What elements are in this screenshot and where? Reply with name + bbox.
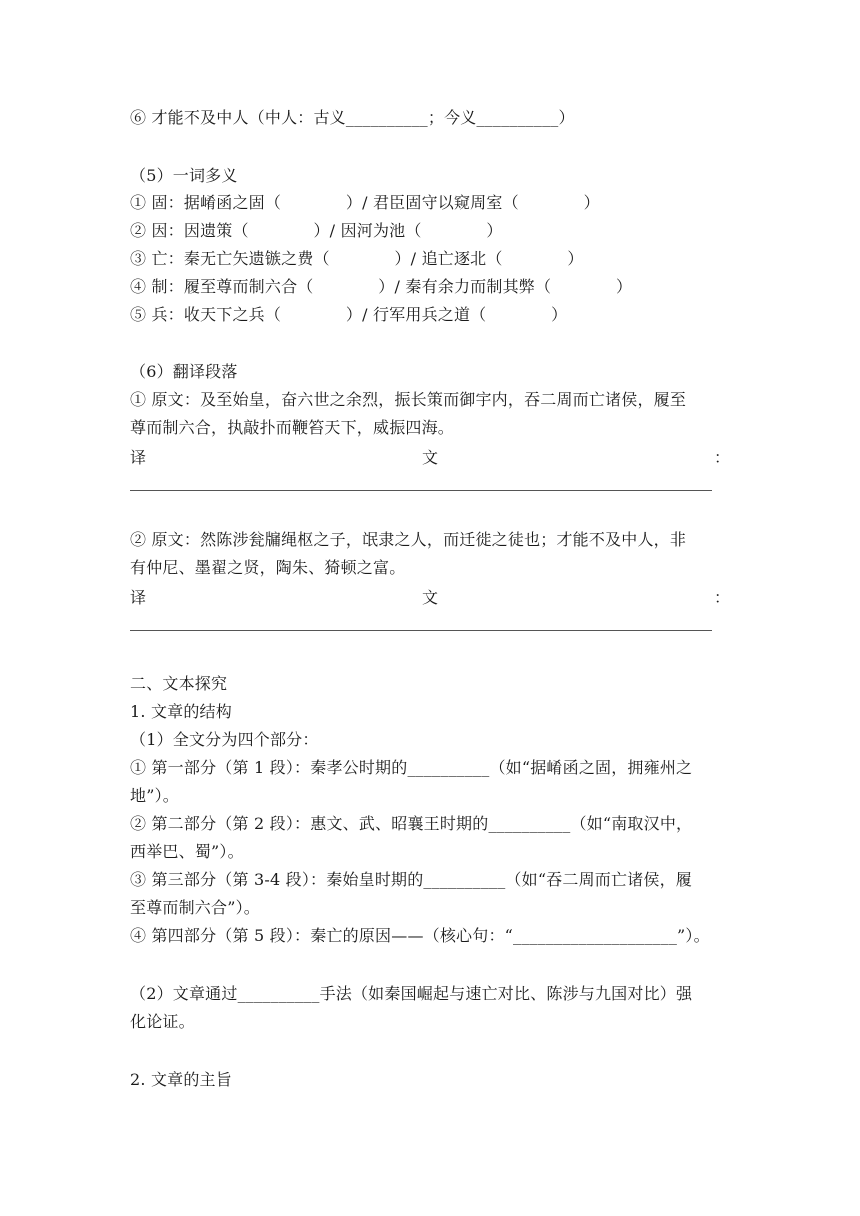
translation-2-label-row — [130, 588, 730, 608]
yi-label: 译 — [130, 448, 147, 467]
structure-question-2-line-2: 化论证。 — [130, 1012, 195, 1031]
structure-heading: 1. 文章的结构 — [130, 702, 232, 721]
translation-1-answer-line[interactable] — [130, 490, 712, 491]
section-6-heading: （6）翻译段落 — [130, 362, 238, 381]
translation-2-original-line-1: ② 原文：然陈涉瓮牖绳枢之子，氓隶之人，而迁徙之徒也；才能不及中人，非 — [130, 530, 687, 549]
polysemy-item-2: ② 因：因遗策（ ）/ 因河为池（ ） — [130, 221, 503, 240]
part-3-line-1: ③ 第三部分（第 3-4 段）：秦始皇时期的__________（如“吞二周而亡诸侯，履 — [130, 870, 693, 889]
structure-question-1: （1）全文分为四个部分： — [130, 730, 319, 749]
part-3-line-2: 至尊而制六合”）。 — [130, 898, 260, 917]
polysemy-item-3: ③ 亡：秦无亡矢遗镞之费（ ）/ 追亡逐北（ ） — [130, 249, 584, 268]
polysemy-item-4: ④ 制：履至尊而制六合（ ）/ 秦有余力而制其弊（ ） — [130, 277, 633, 296]
yi-label: 译 — [130, 588, 147, 607]
question-6-line: ⑥ 才能不及中人（中人：古义__________；今义__________） — [130, 108, 575, 127]
part-4-line: ④ 第四部分（第 5 段）：秦亡的原因——（核心句：“____________________”）。 — [130, 926, 710, 945]
polysemy-item-1: ① 固：据崤函之固（ ）/ 君臣固守以窥周室（ ） — [130, 193, 600, 212]
part-2-heading: 二、文本探究 — [130, 674, 228, 693]
structure-question-2-line-1: （2）文章通过__________手法（如秦国崛起与速亡对比、陈涉与九国对比）强 — [130, 984, 693, 1003]
wen-label: 文 — [421, 588, 438, 607]
translation-1-original-line-2: 尊而制六合，执敲扑而鞭笞天下，威振四海。 — [130, 418, 455, 437]
colon-label: ： — [713, 448, 730, 467]
polysemy-item-5: ⑤ 兵：收天下之兵（ ）/ 行军用兵之道（ ） — [130, 305, 568, 324]
translation-1-original-line-1: ① 原文：及至始皇，奋六世之余烈，振长策而御宇内，吞二周而亡诸侯，履至 — [130, 390, 687, 409]
colon-label: ： — [713, 588, 730, 607]
part-1-line-2: 地”）。 — [130, 786, 179, 805]
translation-2-answer-line[interactable] — [130, 630, 712, 631]
part-2-line-2: 西举巴、蜀”）。 — [130, 842, 244, 861]
translation-2-original-line-2: 有仲尼、墨翟之贤，陶朱、猗顿之富。 — [130, 558, 406, 577]
translation-1-label-row — [130, 448, 730, 468]
wen-label: 文 — [421, 448, 438, 467]
part-2-line-1: ② 第二部分（第 2 段）：惠文、武、昭襄王时期的__________（如“南取汉中， — [130, 814, 693, 833]
section-5-heading: （5）一词多义 — [130, 166, 238, 185]
theme-heading: 2. 文章的主旨 — [130, 1070, 232, 1089]
part-1-line-1: ① 第一部分（第 1 段）：秦孝公时期的__________（如“据崤函之固，拥雍州之 — [130, 758, 693, 777]
